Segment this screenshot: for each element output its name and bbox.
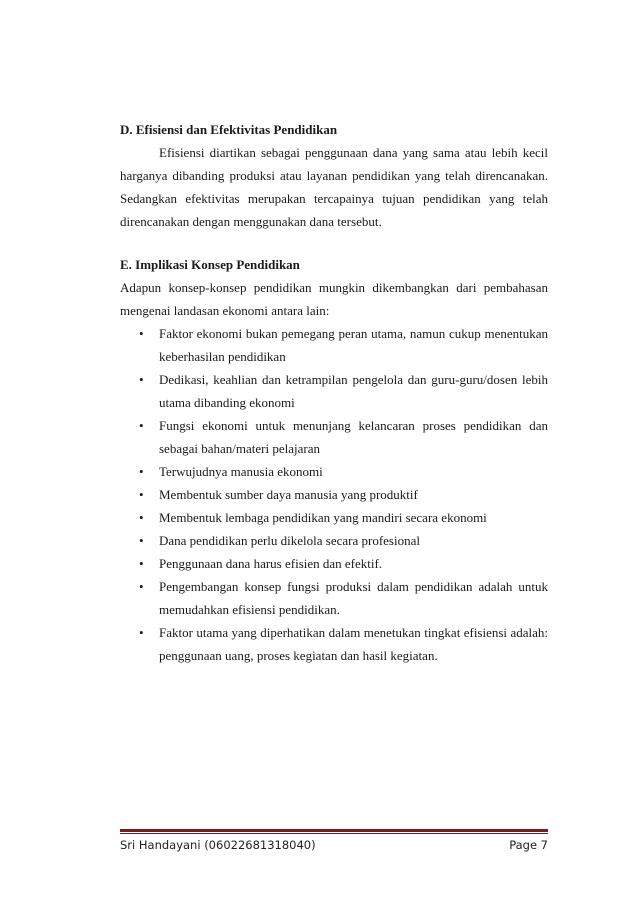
list-item-text: Dedikasi, keahlian dan ketrampilan pengelola dan guru-guru/dosen lebih utama dibanding ekonomi bbox=[159, 372, 548, 410]
implication-list bbox=[120, 322, 548, 667]
list-item bbox=[120, 529, 548, 552]
list-item-text: Fungsi ekonomi untuk menunjang kelancaran proses pendidikan dan sebagai bahan/materi pelajaran bbox=[159, 418, 548, 456]
page-footer bbox=[120, 838, 548, 852]
list-item bbox=[120, 575, 548, 621]
list-item bbox=[120, 506, 548, 529]
list-item bbox=[120, 552, 548, 575]
section-d-heading: D. Efisiensi dan Efektivitas Pendidikan bbox=[120, 122, 338, 137]
list-item bbox=[120, 460, 548, 483]
page-number: Page 7 bbox=[509, 838, 548, 852]
footer-author: Sri Handayani (06022681318040) bbox=[120, 838, 316, 852]
footer-rule-thin bbox=[120, 833, 548, 834]
bullet-icon: • bbox=[139, 326, 144, 341]
list-item bbox=[120, 368, 548, 414]
list-item bbox=[120, 414, 548, 460]
list-item-text: Faktor utama yang diperhatikan dalam menetukan tingkat efisiensi adalah: penggunaan uang, proses kegiatan dan hasil kegiatan. bbox=[159, 625, 548, 663]
bullet-icon: • bbox=[139, 372, 144, 387]
bullet-icon: • bbox=[139, 464, 144, 479]
list-item-text: Membentuk sumber daya manusia yang produktif bbox=[159, 487, 418, 502]
bullet-icon: • bbox=[139, 487, 144, 502]
section-e-heading: E. Implikasi Konsep Pendidikan bbox=[120, 257, 300, 272]
list-item bbox=[120, 322, 548, 368]
list-item-text: Dana pendidikan perlu dikelola secara profesional bbox=[159, 533, 420, 548]
bullet-icon: • bbox=[139, 556, 144, 571]
bullet-icon: • bbox=[139, 625, 144, 640]
list-item-text: Membentuk lembaga pendidikan yang mandiri secara ekonomi bbox=[159, 510, 487, 525]
list-item-text: Faktor ekonomi bukan pemegang peran utama, namun cukup menentukan keberhasilan pendidikan bbox=[159, 326, 548, 364]
bullet-icon: • bbox=[139, 510, 144, 525]
page-content bbox=[120, 118, 548, 667]
bullet-icon: • bbox=[139, 579, 144, 594]
list-item-text: Penggunaan dana harus efisien dan efektif. bbox=[159, 556, 383, 571]
list-item bbox=[120, 483, 548, 506]
list-item-text: Pengembangan konsep fungsi produksi dalam pendidikan adalah untuk memudahkan efisiensi pendidikan. bbox=[159, 579, 548, 617]
list-item-text: Terwujudnya manusia ekonomi bbox=[159, 464, 323, 479]
bullet-icon: • bbox=[139, 418, 144, 433]
list-item bbox=[120, 621, 548, 667]
footer-rule bbox=[120, 829, 548, 832]
section-e-intro: Adapun konsep-konsep pendidikan mungkin dikembangkan dari pembahasan mengenai landasan ekonomi antara lain: bbox=[120, 280, 548, 318]
bullet-icon: • bbox=[139, 533, 144, 548]
section-d-paragraph: Efisiensi diartikan sebagai penggunaan dana yang sama atau lebih kecil harganya dibanding produksi atau layanan pendidikan yang telah direncanakan. Sedangkan efektivitas merupakan tercapainya tujuan pendidikan yang telah direncanakan dengan menggunakan dana tersebut. bbox=[120, 145, 548, 229]
